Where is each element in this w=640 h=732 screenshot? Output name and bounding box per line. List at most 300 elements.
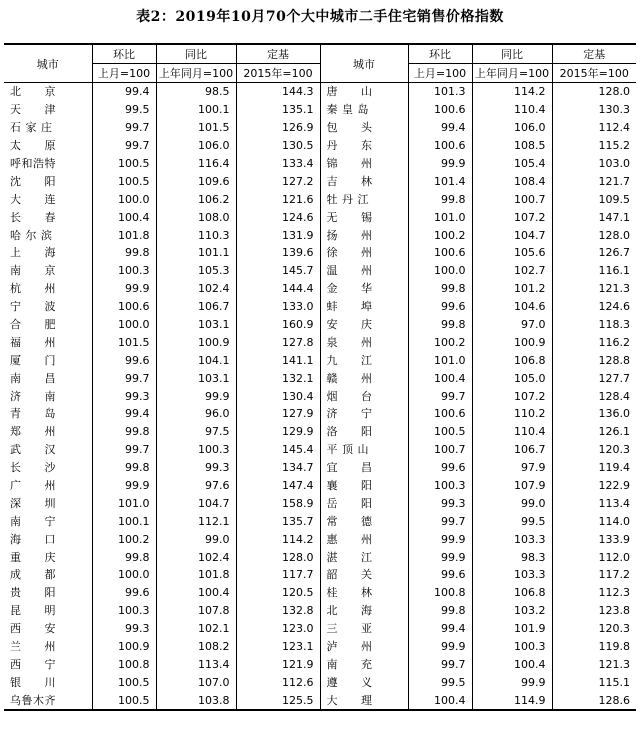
city-cell-right: 烟 台 [320,387,408,405]
mom-cell-left: 99.7 [92,369,156,387]
city-cell-right: 济 宁 [320,405,408,423]
mom-cell-left: 100.5 [92,172,156,190]
mom-cell-left: 99.8 [92,459,156,477]
city-cell-left: 长 春 [10,210,56,224]
mom-cell-right: 100.4 [408,369,472,387]
yoy-cell-left: 99.9 [156,387,236,405]
city-cell-right: 九 江 [320,351,408,369]
mom-cell-left: 99.7 [92,119,156,137]
city-cell-left: 郑 州 [10,425,56,439]
city-cell-left: 兰 州 [10,640,56,654]
mom-cell-left: 99.8 [92,548,156,566]
mom-cell-right: 99.7 [408,387,472,405]
base-cell-right: 119.8 [552,638,636,656]
base-cell-left: 127.2 [236,172,320,190]
table-row [4,673,636,691]
city-cell-left: 青 岛 [10,407,56,421]
city-cell-right: 徐 州 [320,244,408,262]
header-yoy-sub-left: 上年同月=100 [156,64,236,83]
mom-cell-left: 100.9 [92,638,156,656]
mom-cell-left: 99.7 [92,137,156,155]
mom-cell-left: 100.2 [92,530,156,548]
yoy-cell-left: 110.3 [156,226,236,244]
yoy-cell-right: 100.3 [472,638,552,656]
city-cell-right: 桂 林 [320,584,408,602]
base-cell-right: 128.0 [552,226,636,244]
header-yoy-sub-right: 上年同月=100 [472,64,552,83]
yoy-cell-left: 99.0 [156,530,236,548]
city-cell-right: 蚌 埠 [320,298,408,316]
city-cell-right: 常 德 [320,512,408,530]
mom-cell-right: 100.6 [408,244,472,262]
mom-cell-left: 99.7 [92,441,156,459]
mom-cell-left: 100.5 [92,673,156,691]
city-cell-right: 湛 江 [320,548,408,566]
yoy-cell-right: 114.9 [472,691,552,710]
mom-cell-left: 101.0 [92,494,156,512]
table-row [4,423,636,441]
table-row [4,190,636,208]
city-cell-right: 岳 阳 [320,494,408,512]
table-row [4,405,636,423]
mom-cell-right: 100.8 [408,584,472,602]
yoy-cell-left: 96.0 [156,405,236,423]
city-cell-right: 洛 阳 [320,423,408,441]
mom-cell-right: 100.5 [408,423,472,441]
yoy-cell-right: 101.2 [472,280,552,298]
table-row [4,566,636,584]
base-cell-right: 115.1 [552,673,636,691]
table-row [4,494,636,512]
table-row [4,441,636,459]
base-cell-left: 123.1 [236,638,320,656]
yoy-cell-right: 101.9 [472,620,552,638]
header-mom-sub-right: 上月=100 [408,64,472,83]
base-cell-left: 135.7 [236,512,320,530]
mom-cell-right: 100.6 [408,101,472,119]
yoy-cell-right: 107.2 [472,208,552,226]
city-cell-right: 安 庆 [320,316,408,334]
header-base-sub-left: 2015年=100 [236,64,320,83]
table-row [4,208,636,226]
base-cell-right: 109.5 [552,190,636,208]
yoy-cell-right: 98.3 [472,548,552,566]
base-cell-left: 128.0 [236,548,320,566]
mom-cell-right: 101.0 [408,208,472,226]
yoy-cell-right: 99.9 [472,673,552,691]
yoy-cell-right: 103.3 [472,530,552,548]
city-cell-left: 海 口 [10,532,56,546]
table-row [4,691,636,710]
city-cell-right: 宜 昌 [320,459,408,477]
base-cell-left: 126.9 [236,119,320,137]
table-row [4,620,636,638]
yoy-cell-left: 103.1 [156,369,236,387]
city-cell-right: 大 理 [320,691,408,710]
base-cell-left: 112.6 [236,673,320,691]
yoy-cell-left: 97.5 [156,423,236,441]
table-row [4,155,636,173]
mom-cell-right: 99.8 [408,190,472,208]
base-cell-left: 133.0 [236,298,320,316]
mom-cell-left: 99.3 [92,387,156,405]
yoy-cell-right: 105.4 [472,155,552,173]
base-cell-right: 112.0 [552,548,636,566]
table-row [4,512,636,530]
yoy-cell-left: 105.3 [156,262,236,280]
base-cell-left: 130.5 [236,137,320,155]
mom-cell-left: 99.4 [92,405,156,423]
mom-cell-left: 99.8 [92,244,156,262]
yoy-cell-left: 109.6 [156,172,236,190]
yoy-cell-left: 99.3 [156,459,236,477]
table-title: 表2：2019年10月70个大中城市二手住宅销售价格指数 [136,9,504,25]
mom-cell-right: 99.6 [408,298,472,316]
base-cell-left: 144.4 [236,280,320,298]
table-row [4,387,636,405]
city-cell-right: 温 州 [320,262,408,280]
yoy-cell-right: 107.2 [472,387,552,405]
base-cell-right: 114.0 [552,512,636,530]
city-cell-left: 长 沙 [10,461,56,475]
header-city-right: 城市 [320,44,408,83]
mom-cell-left: 100.5 [92,691,156,710]
yoy-cell-left: 116.4 [156,155,236,173]
yoy-cell-left: 113.4 [156,656,236,674]
yoy-cell-right: 106.8 [472,351,552,369]
yoy-cell-left: 102.1 [156,620,236,638]
yoy-cell-left: 102.4 [156,548,236,566]
yoy-cell-left: 100.9 [156,333,236,351]
city-cell-left: 深 圳 [10,496,56,510]
mom-cell-left: 99.5 [92,101,156,119]
yoy-cell-left: 107.0 [156,673,236,691]
table-row [4,548,636,566]
city-cell-left: 北 京 [10,85,56,99]
mom-cell-right: 100.6 [408,405,472,423]
table-row [4,137,636,155]
yoy-cell-right: 105.0 [472,369,552,387]
base-cell-left: 160.9 [236,316,320,334]
yoy-cell-right: 99.0 [472,494,552,512]
mom-cell-right: 100.2 [408,333,472,351]
city-cell-left: 大 连 [10,192,56,206]
base-cell-left: 121.9 [236,656,320,674]
yoy-cell-left: 100.3 [156,441,236,459]
yoy-cell-left: 101.5 [156,119,236,137]
city-cell-left: 哈 尔 滨 [10,228,53,242]
table-row [4,298,636,316]
base-cell-right: 130.3 [552,101,636,119]
base-cell-left: 125.5 [236,691,320,710]
mom-cell-right: 99.8 [408,602,472,620]
mom-cell-left: 100.3 [92,262,156,280]
base-cell-left: 141.1 [236,351,320,369]
base-cell-right: 128.0 [552,83,636,101]
yoy-cell-right: 99.5 [472,512,552,530]
base-cell-right: 122.9 [552,477,636,495]
yoy-cell-left: 112.1 [156,512,236,530]
base-cell-left: 135.1 [236,101,320,119]
yoy-cell-right: 103.3 [472,566,552,584]
yoy-cell-right: 108.5 [472,137,552,155]
base-cell-right: 103.0 [552,155,636,173]
city-cell-right: 三 亚 [320,620,408,638]
city-cell-left: 济 南 [10,389,56,403]
base-cell-right: 118.3 [552,316,636,334]
mom-cell-left: 100.5 [92,155,156,173]
base-cell-left: 132.1 [236,369,320,387]
base-cell-left: 132.8 [236,602,320,620]
city-cell-right: 丹 东 [320,137,408,155]
yoy-cell-left: 108.0 [156,208,236,226]
base-cell-right: 121.3 [552,656,636,674]
base-cell-right: 136.0 [552,405,636,423]
city-cell-right: 泸 州 [320,638,408,656]
mom-cell-left: 100.3 [92,602,156,620]
city-cell-right: 赣 州 [320,369,408,387]
mom-cell-left: 99.6 [92,584,156,602]
base-cell-left: 127.8 [236,333,320,351]
mom-cell-right: 100.3 [408,477,472,495]
city-cell-right: 无 锡 [320,208,408,226]
header-mom-right: 环比 [408,44,472,64]
base-cell-right: 128.4 [552,387,636,405]
header-row-1 [4,44,636,64]
table-row [4,316,636,334]
city-cell-right: 牡 丹 江 [320,190,408,208]
mom-cell-right: 99.9 [408,548,472,566]
base-cell-right: 127.7 [552,369,636,387]
mom-cell-right: 99.8 [408,316,472,334]
city-cell-left: 南 宁 [10,514,56,528]
table-row [4,459,636,477]
city-cell-left: 西 安 [10,622,56,636]
table-row [4,638,636,656]
base-cell-left: 129.9 [236,423,320,441]
city-cell-left: 厦 门 [10,353,56,367]
mom-cell-left: 100.0 [92,190,156,208]
city-cell-left: 福 州 [10,335,56,349]
mom-cell-right: 100.0 [408,262,472,280]
table-row [4,101,636,119]
city-cell-right: 韶 关 [320,566,408,584]
yoy-cell-left: 106.7 [156,298,236,316]
city-cell-left: 武 汉 [10,443,56,457]
header-base-left: 定基 [236,44,320,64]
base-cell-left: 117.7 [236,566,320,584]
base-cell-right: 123.8 [552,602,636,620]
city-cell-left: 南 京 [10,264,56,278]
mom-cell-right: 100.4 [408,691,472,710]
mom-cell-left: 99.4 [92,83,156,101]
city-cell-right: 北 海 [320,602,408,620]
yoy-cell-right: 110.4 [472,423,552,441]
city-cell-left: 宁 波 [10,300,56,314]
table-body [4,83,636,711]
price-index-table [4,43,636,711]
city-cell-right: 泉 州 [320,333,408,351]
mom-cell-right: 100.2 [408,226,472,244]
mom-cell-left: 101.5 [92,333,156,351]
city-cell-left: 石 家 庄 [10,121,53,135]
base-cell-right: 128.8 [552,351,636,369]
mom-cell-left: 99.6 [92,351,156,369]
mom-cell-left: 99.9 [92,477,156,495]
yoy-cell-right: 106.0 [472,119,552,137]
yoy-cell-right: 106.7 [472,441,552,459]
mom-cell-right: 101.0 [408,351,472,369]
mom-cell-right: 101.4 [408,172,472,190]
table-row [4,119,636,137]
mom-cell-right: 100.7 [408,441,472,459]
mom-cell-right: 99.4 [408,119,472,137]
base-cell-right: 119.4 [552,459,636,477]
base-cell-right: 112.4 [552,119,636,137]
city-cell-left: 乌鲁木齐 [10,693,56,707]
yoy-cell-left: 98.5 [156,83,236,101]
base-cell-left: 145.7 [236,262,320,280]
header-yoy-left: 同比 [156,44,236,64]
base-cell-right: 133.9 [552,530,636,548]
city-cell-right: 平 顶 山 [320,441,408,459]
yoy-cell-left: 106.0 [156,137,236,155]
table-row [4,369,636,387]
table-row [4,226,636,244]
mom-cell-left: 100.8 [92,656,156,674]
base-cell-left: 127.9 [236,405,320,423]
table-row [4,351,636,369]
yoy-cell-left: 97.6 [156,477,236,495]
city-cell-right: 遵 义 [320,673,408,691]
mom-cell-right: 99.9 [408,638,472,656]
city-cell-right: 扬 州 [320,226,408,244]
yoy-cell-right: 108.4 [472,172,552,190]
table-row [4,584,636,602]
base-cell-left: 131.9 [236,226,320,244]
mom-cell-right: 99.6 [408,566,472,584]
city-cell-left: 南 昌 [10,371,56,385]
yoy-cell-right: 100.9 [472,333,552,351]
city-cell-left: 贵 阳 [10,586,56,600]
base-cell-right: 120.3 [552,441,636,459]
yoy-cell-left: 102.4 [156,280,236,298]
base-cell-right: 128.6 [552,691,636,710]
base-cell-right: 147.1 [552,208,636,226]
city-cell-right: 惠 州 [320,530,408,548]
mom-cell-right: 99.8 [408,280,472,298]
yoy-cell-right: 102.7 [472,262,552,280]
mom-cell-left: 100.0 [92,566,156,584]
mom-cell-right: 99.6 [408,459,472,477]
city-cell-right: 南 充 [320,656,408,674]
table-row [4,83,636,101]
base-cell-right: 126.1 [552,423,636,441]
mom-cell-left: 99.8 [92,423,156,441]
city-cell-left: 杭 州 [10,282,56,296]
yoy-cell-right: 100.7 [472,190,552,208]
city-cell-right: 吉 林 [320,172,408,190]
city-cell-left: 昆 明 [10,604,56,618]
yoy-cell-left: 107.8 [156,602,236,620]
table-row [4,602,636,620]
base-cell-left: 145.4 [236,441,320,459]
city-cell-left: 西 宁 [10,657,56,671]
yoy-cell-left: 100.4 [156,584,236,602]
mom-cell-left: 99.9 [92,280,156,298]
base-cell-right: 120.3 [552,620,636,638]
base-cell-left: 139.6 [236,244,320,262]
city-cell-right: 唐 山 [320,83,408,101]
yoy-cell-right: 103.2 [472,602,552,620]
mom-cell-left: 100.6 [92,298,156,316]
mom-cell-right: 99.9 [408,155,472,173]
city-cell-left: 合 肥 [10,318,56,332]
header-city-left: 城市 [4,44,92,83]
yoy-cell-left: 104.1 [156,351,236,369]
base-cell-left: 124.6 [236,208,320,226]
base-cell-left: 133.4 [236,155,320,173]
mom-cell-right: 99.4 [408,620,472,638]
base-cell-left: 121.6 [236,190,320,208]
base-cell-left: 158.9 [236,494,320,512]
header-base-sub-right: 2015年=100 [552,64,636,83]
mom-cell-right: 99.7 [408,656,472,674]
city-cell-right: 锦 州 [320,155,408,173]
header-mom-sub-left: 上月=100 [92,64,156,83]
city-cell-left: 上 海 [10,246,56,260]
yoy-cell-left: 106.2 [156,190,236,208]
base-cell-right: 113.4 [552,494,636,512]
base-cell-left: 123.0 [236,620,320,638]
table-row [4,280,636,298]
city-cell-left: 太 原 [10,139,56,153]
yoy-cell-left: 100.1 [156,101,236,119]
yoy-cell-left: 108.2 [156,638,236,656]
table-row [4,244,636,262]
city-cell-right: 襄 阳 [320,477,408,495]
base-cell-right: 116.1 [552,262,636,280]
mom-cell-right: 99.3 [408,494,472,512]
yoy-cell-right: 97.0 [472,316,552,334]
yoy-cell-left: 103.8 [156,691,236,710]
mom-cell-right: 99.7 [408,512,472,530]
base-cell-left: 120.5 [236,584,320,602]
mom-cell-right: 99.5 [408,673,472,691]
city-cell-left: 天 津 [10,103,56,117]
mom-cell-left: 100.1 [92,512,156,530]
table-row [4,477,636,495]
city-cell-left: 呼和浩特 [10,157,56,170]
yoy-cell-right: 105.6 [472,244,552,262]
city-cell-left: 沈 阳 [10,174,56,188]
yoy-cell-right: 110.2 [472,405,552,423]
base-cell-left: 147.4 [236,477,320,495]
base-cell-left: 134.7 [236,459,320,477]
table-row [4,172,636,190]
city-cell-left: 成 都 [10,568,56,582]
base-cell-right: 121.7 [552,172,636,190]
yoy-cell-right: 106.8 [472,584,552,602]
city-cell-right: 秦 皇 岛 [320,101,408,119]
header-yoy-right: 同比 [472,44,552,64]
yoy-cell-right: 107.9 [472,477,552,495]
base-cell-left: 114.2 [236,530,320,548]
base-cell-right: 116.2 [552,333,636,351]
table-row [4,262,636,280]
yoy-cell-right: 100.4 [472,656,552,674]
city-cell-right: 包 头 [320,119,408,137]
